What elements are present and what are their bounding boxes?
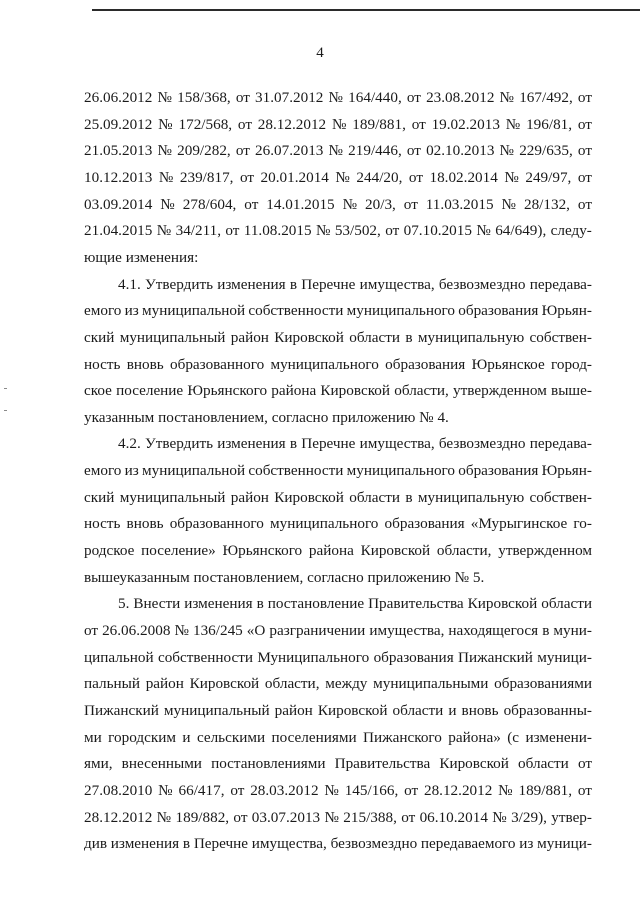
text-line: указанным постановлением, согласно приложению № 4. — [84, 408, 449, 426]
word: Правительства — [368, 595, 464, 613]
word: муниципальную — [417, 328, 525, 346]
word: № — [499, 89, 515, 106]
word: разграничении — [269, 622, 366, 639]
word: в — [405, 328, 413, 346]
text-line — [84, 808, 592, 828]
word: ский — [84, 328, 115, 346]
word: район — [274, 701, 313, 719]
word: Юрьян- — [541, 302, 592, 320]
text-line — [84, 328, 592, 348]
word: от — [577, 89, 592, 106]
page-number: 4 — [316, 45, 324, 61]
word: Утвердить — [145, 435, 214, 453]
text-line — [84, 781, 592, 801]
text-line — [84, 141, 592, 161]
word: ность — [84, 355, 121, 373]
word: Кировской — [189, 675, 260, 693]
word: от — [84, 622, 99, 639]
word: постановление — [267, 595, 365, 613]
word: № — [158, 115, 173, 133]
word: муниципального — [270, 355, 379, 373]
word: и — [182, 728, 191, 746]
text-line — [84, 168, 592, 188]
word: от — [577, 781, 592, 799]
word: в — [542, 622, 550, 639]
word: 189/881, — [518, 781, 573, 799]
word: от — [577, 195, 592, 213]
word: области, — [394, 382, 449, 400]
word: собственности — [157, 648, 253, 666]
word: Кировской — [439, 755, 509, 773]
word: № — [328, 89, 344, 106]
text-line — [84, 461, 592, 481]
word: от — [577, 168, 592, 186]
word: утвержденном — [453, 382, 547, 400]
word: 53/502, — [334, 222, 381, 240]
word: в — [289, 435, 298, 453]
word: район — [230, 488, 269, 506]
text-line: ющие изменения: — [84, 248, 199, 266]
word: образованного — [170, 355, 265, 373]
word: 158/368, — [177, 89, 231, 106]
word: 172/568, — [178, 115, 233, 133]
word: № — [499, 142, 515, 160]
word: Пижанский — [458, 648, 533, 666]
word: от — [404, 781, 419, 799]
word: передава- — [529, 275, 592, 293]
word: от — [235, 142, 250, 160]
word: изменения — [110, 835, 180, 853]
word: 278/604, — [182, 195, 237, 213]
word: муниципальную — [417, 488, 525, 506]
word: от — [411, 115, 426, 133]
word: передава- — [529, 435, 592, 453]
word: в — [256, 595, 264, 613]
word: 28.12.2012 — [84, 808, 153, 826]
word: 26.06.2008 — [102, 622, 171, 639]
word: 28.12.2012 — [423, 781, 493, 799]
word: 18.02.2014 — [429, 168, 498, 186]
word: образования — [458, 462, 539, 480]
word: от — [406, 142, 421, 160]
word: 3/29), — [511, 808, 547, 826]
word: от — [403, 195, 418, 213]
word: в — [182, 835, 191, 853]
word: безвозмездно — [330, 835, 418, 853]
word: собственности — [248, 462, 344, 480]
word: между — [325, 675, 368, 693]
word: собственности — [248, 302, 344, 320]
word: безвозмездно — [438, 435, 526, 453]
word: № — [160, 195, 175, 213]
word: № — [501, 195, 517, 213]
word: № — [331, 115, 347, 133]
word: № — [157, 89, 172, 106]
word: образованного — [169, 515, 264, 533]
word: области — [349, 328, 401, 346]
text-line — [84, 301, 592, 321]
word: Кировской — [360, 542, 431, 559]
word: Кировской — [467, 595, 538, 613]
word: муниципального — [346, 462, 455, 480]
word: 26.06.2012 — [84, 89, 153, 106]
word: имущества, — [359, 275, 435, 293]
word: 19.02.2013 — [431, 115, 500, 133]
word: № — [476, 222, 491, 240]
word: Кировской — [274, 328, 344, 346]
word: образования — [373, 648, 454, 666]
word: Кировской — [274, 488, 344, 506]
top-border-rule — [92, 9, 640, 11]
word: 219/446, — [348, 142, 402, 160]
scan-mark — [4, 410, 7, 411]
word: от — [235, 89, 250, 106]
word: от — [233, 808, 248, 826]
text-line — [84, 674, 592, 694]
paragraph-first-line — [118, 434, 592, 454]
word: находящегося — [448, 622, 539, 639]
word: 03.07.2013 — [251, 808, 321, 826]
word: Внести — [133, 595, 181, 613]
word: муниципального — [346, 302, 455, 320]
word: 34/211, — [175, 222, 222, 240]
word: из — [519, 835, 534, 853]
word: го- — [573, 515, 592, 533]
text-line — [84, 621, 592, 641]
word: муниципальной — [142, 302, 246, 320]
word: Юрьянского — [187, 382, 268, 400]
word: 11.08.2015 — [243, 222, 312, 240]
word: области, — [436, 542, 492, 559]
word: 189/882, — [175, 808, 230, 826]
word: № — [158, 781, 173, 799]
word: 28.03.2012 — [250, 781, 319, 799]
word: 167/492, — [519, 89, 573, 106]
word: 196/81, — [526, 115, 573, 133]
word: «О — [246, 622, 266, 639]
word: муници- — [537, 648, 592, 666]
word: и — [448, 701, 457, 719]
word: вновь — [461, 701, 499, 719]
word: муни- — [553, 622, 592, 639]
word: 28.12.2012 — [257, 115, 327, 133]
word: № — [335, 168, 350, 186]
word: 31.07.2012 — [255, 89, 324, 106]
word: муниципальный — [119, 488, 226, 506]
word: района — [271, 382, 317, 400]
word: собствен- — [529, 328, 592, 346]
word: постановлениями — [211, 755, 326, 773]
word: № — [342, 195, 358, 213]
word: в — [289, 275, 298, 293]
word: района» — [448, 728, 501, 746]
word: ское — [84, 382, 112, 400]
word: от — [230, 781, 245, 799]
word: от — [239, 168, 255, 186]
word: городским — [108, 728, 176, 746]
word: изменени- — [525, 728, 592, 746]
word: № — [492, 808, 507, 826]
word: район — [230, 328, 269, 346]
word: «Мурыгинское — [470, 515, 568, 533]
word: от — [244, 195, 259, 213]
word: Правительства — [334, 755, 431, 773]
text-line — [84, 514, 592, 534]
word: муниципальный — [119, 328, 226, 346]
text-line — [84, 754, 592, 774]
word: № — [174, 622, 189, 639]
word: № — [328, 142, 344, 160]
text-line — [84, 834, 592, 854]
word: (с — [507, 728, 520, 746]
word: 215/388, — [343, 808, 397, 826]
word: области — [392, 701, 444, 719]
text-line — [84, 488, 592, 508]
word: 244/20, — [356, 168, 403, 186]
word: муниципального — [270, 515, 379, 533]
word: передаваемого — [420, 835, 516, 853]
word: утвержденном — [498, 542, 592, 559]
word: 10.12.2013 — [84, 168, 153, 186]
text-line — [84, 728, 592, 748]
word: Пижанский — [84, 701, 159, 719]
word: образованны- — [503, 701, 592, 719]
word: от — [408, 168, 423, 186]
word: див — [84, 835, 108, 853]
word: Перечне — [301, 275, 356, 293]
word: 5. — [118, 595, 130, 613]
word: собствен- — [529, 488, 592, 506]
word: района — [308, 542, 354, 559]
word: емого — [84, 302, 122, 320]
word: ями, — [84, 755, 113, 773]
text-line — [84, 195, 592, 215]
paragraph-first-line — [118, 275, 592, 295]
word: имущества, — [359, 435, 435, 453]
word: из — [124, 462, 139, 480]
word: Юрьянского — [222, 542, 303, 559]
word: образования — [458, 302, 539, 320]
word: 26.07.2013 — [255, 142, 324, 160]
word: № — [504, 168, 519, 186]
word: муниципальной — [142, 462, 246, 480]
word: 27.08.2010 — [84, 781, 153, 799]
text-line — [84, 115, 592, 135]
word: имущества, — [251, 835, 327, 853]
paragraph-first-line — [118, 594, 592, 614]
word: № — [156, 808, 172, 826]
word: следу- — [550, 222, 592, 240]
word: имущества, — [369, 622, 445, 639]
word: Кировской — [320, 382, 391, 400]
text-line — [84, 381, 592, 401]
word: 28/132, — [523, 195, 570, 213]
word: муници- — [537, 835, 592, 853]
word: 25.09.2012 — [84, 115, 153, 133]
word: 02.10.2013 — [426, 142, 495, 160]
word: пальный — [84, 675, 140, 693]
word: 20/3, — [365, 195, 396, 213]
word: Юрьян- — [541, 462, 592, 480]
word: 189/881, — [352, 115, 406, 133]
word: 4.1. — [118, 275, 141, 293]
word: 20.01.2014 — [260, 168, 329, 186]
word: ципальной — [84, 648, 154, 666]
word: Кировской — [317, 701, 388, 719]
word: № — [315, 222, 331, 240]
word: Утвердить — [145, 275, 214, 293]
word: Перечне — [301, 435, 356, 453]
word: муниципальный — [163, 701, 270, 719]
word: от — [577, 755, 592, 773]
word: 229/635, — [519, 142, 573, 160]
word: 14.01.2015 — [266, 195, 335, 213]
word: 23.08.2012 — [426, 89, 495, 106]
word: № — [158, 168, 174, 186]
word: 07.10.2015 — [403, 222, 472, 240]
word: из — [124, 302, 139, 320]
word: № — [324, 808, 339, 826]
word: сельскими — [196, 728, 266, 746]
word: образования — [384, 515, 465, 533]
word: 239/817, — [179, 168, 234, 186]
word: области, — [264, 675, 320, 693]
word: поселениями — [271, 728, 357, 746]
word: ность — [84, 515, 121, 533]
word: № — [324, 781, 339, 799]
word: внесенными — [121, 755, 202, 773]
text-line — [84, 88, 592, 108]
word: изменения — [184, 595, 253, 613]
text-line — [84, 355, 592, 375]
word: Перечне — [193, 835, 249, 853]
word: район — [145, 675, 184, 693]
word: 145/166, — [344, 781, 399, 799]
word: поселение» — [141, 542, 216, 559]
text-line — [84, 701, 592, 721]
word: емого — [84, 462, 122, 480]
text-line: вышеуказанным постановлением, согласно приложению № 5. — [84, 568, 485, 586]
word: от — [401, 808, 416, 826]
word: изменения — [217, 275, 286, 293]
word: от — [225, 222, 240, 240]
word: выше- — [551, 382, 592, 400]
word: от — [237, 115, 252, 133]
word: Юрьянское — [471, 355, 545, 373]
word: ми — [84, 728, 102, 746]
word: поселение — [116, 382, 184, 400]
word: 136/245 — [192, 622, 243, 639]
word: вновь — [126, 515, 164, 533]
word: № — [157, 142, 172, 160]
word: 21.04.2015 — [84, 222, 153, 240]
word: 209/282, — [177, 142, 231, 160]
word: 21.05.2013 — [84, 142, 153, 160]
word: области — [349, 488, 401, 506]
word: от — [577, 142, 592, 160]
word: 66/417, — [178, 781, 225, 799]
word: области — [541, 595, 592, 613]
word: муниципальными — [373, 675, 489, 693]
word: от — [577, 115, 592, 133]
word: 249/97, — [525, 168, 572, 186]
word: области — [518, 755, 569, 773]
word: № — [505, 115, 521, 133]
word: ский — [84, 488, 115, 506]
word: образования — [385, 355, 466, 373]
word: вновь — [126, 355, 164, 373]
text-line — [84, 648, 592, 668]
word: 03.09.2014 — [84, 195, 153, 213]
word: образованиями — [494, 675, 592, 693]
word: от — [406, 89, 421, 106]
word: 164/440, — [348, 89, 402, 106]
word: от — [385, 222, 400, 240]
scan-mark — [4, 388, 7, 389]
word: № — [498, 781, 513, 799]
word: утвер- — [551, 808, 592, 826]
word: 64/649), — [495, 222, 547, 240]
word: родское — [84, 542, 135, 559]
word: город- — [551, 355, 592, 373]
word: 11.03.2015 — [425, 195, 494, 213]
word: 06.10.2014 — [419, 808, 488, 826]
word: безвозмездно — [438, 275, 526, 293]
text-line — [84, 221, 592, 241]
word: в — [405, 488, 413, 506]
word: изменения — [217, 435, 286, 453]
text-line — [84, 541, 592, 561]
word: 4.2. — [118, 435, 141, 453]
word: Муниципального — [257, 648, 370, 666]
word: Пижанского — [363, 728, 442, 746]
word: № — [156, 222, 172, 240]
